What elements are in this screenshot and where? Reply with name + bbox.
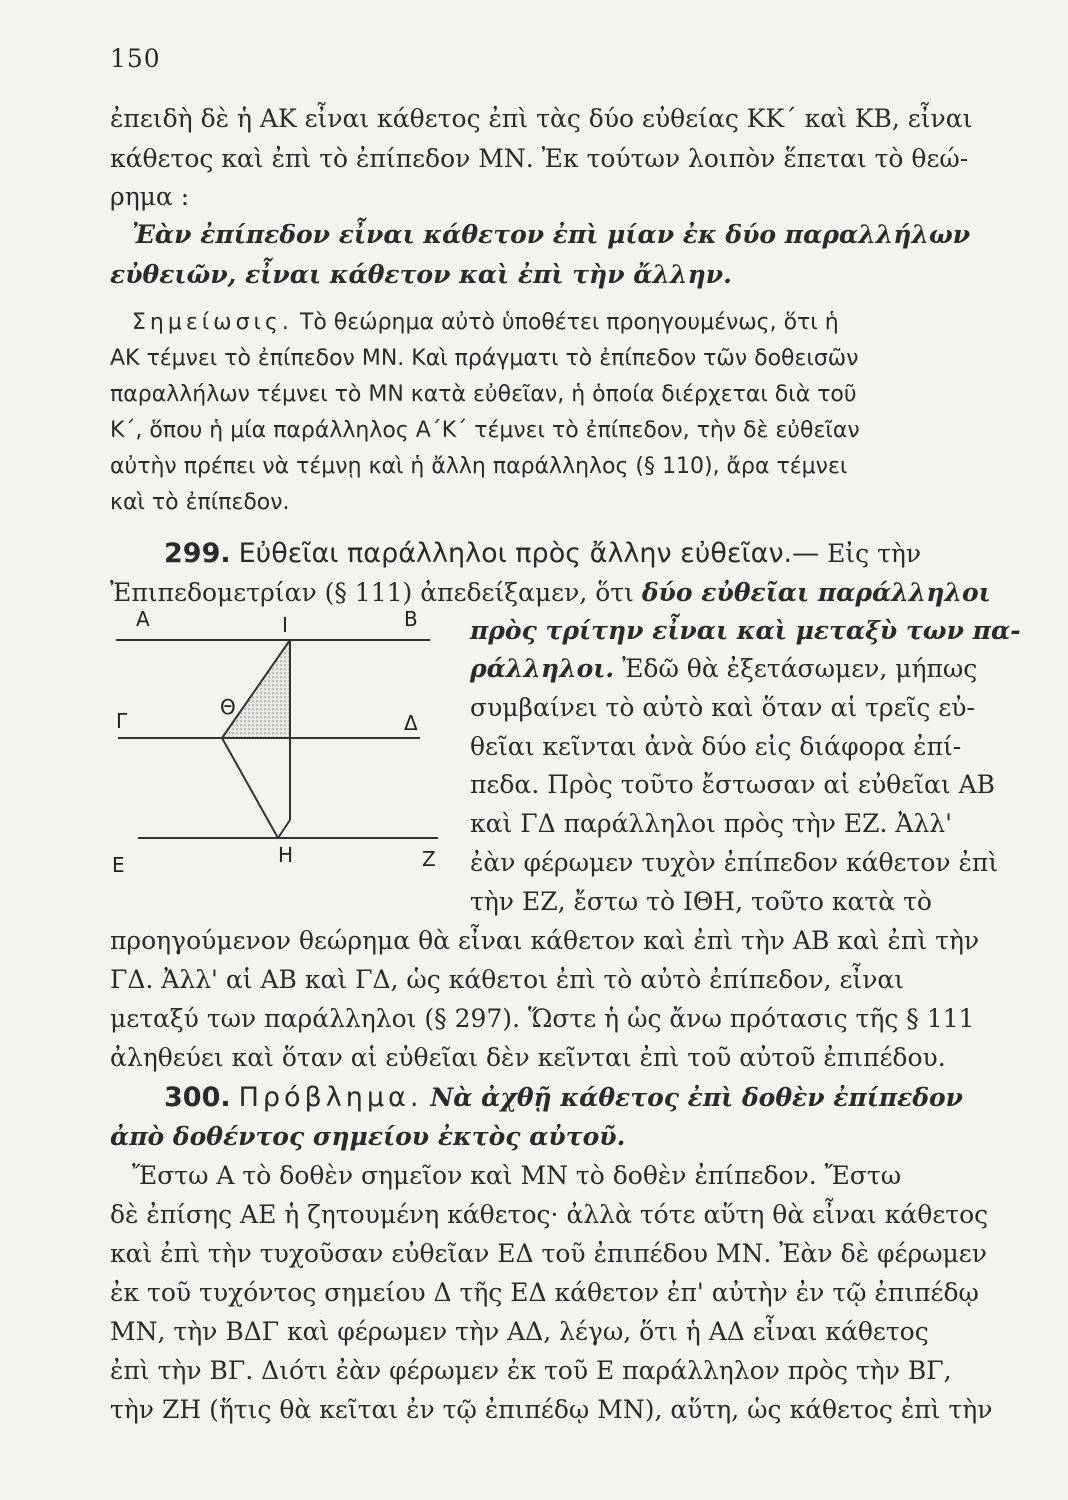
section-number: 299. — [164, 538, 231, 569]
text-span: Ἐπιπεδομετρίαν (§ 111) ἀπεδείξαμεν, ὅτι — [110, 578, 634, 607]
geometry-figure — [108, 600, 448, 885]
text-line: ἐπὶ τὴν ΒΓ. Διότι ἐὰν φέρωμεν ἐκ τοῦ Ε παράλληλον πρὸς τὴν ΒΓ, — [110, 1356, 952, 1385]
label-a: Α — [136, 607, 150, 631]
section-300-heading — [164, 1064, 964, 1113]
text-line: καὶ ἐπὶ τὴν τυχοῦσαν εὐθεῖαν ΕΔ τοῦ ἐπιπέδου ΜΝ. Ἐὰν δὲ φέρωμεν — [110, 1239, 987, 1268]
emphasis-span: δύο εὐθεῖαι παράλληλοι — [641, 578, 991, 607]
segment-h-edge — [278, 820, 290, 838]
label-b: Β — [404, 607, 418, 631]
text-line: μεταξύ των παράλληλοι (§ 297). Ὥστε ἡ ὡς ἄνω πρότασις τῆς § 111 — [110, 1004, 975, 1033]
text-line: δὲ ἐπίσης ΑΕ ἡ ζητουμένη κάθετος· ἀλλὰ τότε αὕτη θὰ εἶναι κάθετος — [110, 1200, 989, 1229]
text-line: κάθετος καὶ ἐπὶ τὸ ἐπίπεδον ΜΝ. Ἐκ τούτων λοιπὸν ἕπεται τὸ θεώ- — [110, 144, 969, 173]
text-line: ΓΔ. Ἀλλ' αἱ ΑΒ καὶ ΓΔ, ὡς κάθετοι ἐπὶ τὸ αὐτὸ ἐπίπεδον, εἶναι — [110, 965, 905, 994]
section-label: Πρόβλημα. — [238, 1082, 423, 1113]
label-g: Γ — [116, 709, 128, 733]
section-title-line: ἀπὸ δοθέντος σημείου ἐκτὸς αὐτοῦ. — [110, 1122, 626, 1151]
label-d: Δ — [404, 711, 418, 735]
text-line: ρημα : — [110, 182, 190, 211]
label-z: Ζ — [422, 847, 436, 871]
note-line: παραλλήλων τέμνει τὸ ΜΝ κατὰ εὐθεῖαν, ἡ ὁποία διέρχεται διὰ τοῦ — [110, 382, 857, 407]
emphasis-line: πρὸς τρίτην εἶναι καὶ μεταξὺ των πα- — [470, 616, 1021, 645]
text-line: θεῖαι κεῖνται ἀνὰ δύο εἰς διάφορα ἐπί- — [470, 732, 962, 761]
text-line: ἐὰν φέρωμεν τυχὸν ἐπίπεδον κάθετον ἐπὶ — [470, 848, 999, 877]
section-text: Εἰς τὴν — [827, 539, 922, 568]
note-line: ΑΚ τέμνει τὸ ἐπίπεδον ΜΝ. Καὶ πράγματι τὸ ἐπίπεδον τῶν δοθεισῶν — [110, 346, 859, 371]
section-299-heading — [164, 540, 921, 567]
theorem-line: εὐθειῶν, εἶναι κάθετον καὶ ἐπὶ τὴν ἄλλην. — [110, 260, 732, 289]
text-line — [470, 656, 977, 681]
emphasis-span: ράλληλοι. — [470, 654, 615, 683]
section-number: 300. — [164, 1082, 231, 1113]
text-line: ἀληθεύει καὶ ὅταν αἱ εὐθεῖαι δὲν κεῖνται ἐπὶ τοῦ αὐτοῦ ἐπιπέδου. — [110, 1043, 946, 1072]
text-line: πεδα. Πρὸς τοῦτο ἔστωσαν αἱ εὐθεῖαι ΑΒ — [470, 770, 996, 799]
theorem-line: Ἐὰν ἐπίπεδον εἶναι κάθετον ἐπὶ μίαν ἐκ δύο παραλλήλων — [132, 220, 971, 249]
section-title: Νὰ ἀχθῇ κάθετος ἐπὶ δοθὲν ἐπίπεδον — [430, 1083, 964, 1112]
text-line: ἐπειδὴ δὲ ἡ ΑΚ εἶναι κάθετος ἐπὶ τὰς δύο εὐθείας ΚΚ΄ καὶ ΚΒ, εἶναι — [110, 104, 973, 133]
text-line: καὶ ΓΔ παράλληλοι πρὸς τὴν ΕΖ. Ἀλλ' — [470, 809, 953, 838]
segment-theta-h — [222, 738, 278, 838]
note-line: καὶ τὸ ἐπίπεδον. — [110, 490, 290, 515]
text-line: τὴν ΕΖ, ἔστω τὸ ΙΘΗ, τοῦτο κατὰ τὸ — [470, 887, 932, 916]
label-theta: Θ — [220, 695, 236, 719]
label-e: Ε — [112, 853, 125, 877]
label-i: Ι — [282, 613, 288, 637]
text-line: ΜΝ, τὴν ΒΔΓ καὶ φέρωμεν τὴν ΑΔ, λέγω, ὅτι ἡ ΑΔ εἶναι κάθετος — [110, 1317, 929, 1346]
note-label: Σημείωσις. — [132, 310, 293, 335]
text-line: προηγούμενον θεώρημα θὰ εἶναι κάθετον καὶ ἐπὶ τὴν ΑΒ καὶ ἐπὶ τὴν — [110, 926, 980, 955]
note-text: Τὸ θεώρημα αὐτὸ ὑποθέτει προηγουμένως, ὅτι ἡ — [299, 310, 839, 335]
text-line: Ἔστω Α τὸ δοθὲν σημεῖον καὶ ΜΝ τὸ δοθὲν ἐπίπεδον. Ἔστω — [132, 1161, 902, 1190]
note-line: αὐτὴν πρέπει νὰ τέμνῃ καὶ ἡ ἄλλη παράλληλος (§ 110), ἄρα τέμνει — [110, 454, 848, 479]
label-h: Η — [278, 843, 294, 867]
text-line: συμβαίνει τὸ αὐτὸ καὶ ὅταν αἱ τρεῖς εὐ- — [470, 693, 975, 722]
note-line: Κ΄, ὅπου ἡ μία παράλληλος Α΄Κ΄ τέμνει τὸ ἐπίπεδον, τὴν δὲ εὐθεῖαν — [110, 418, 860, 443]
text-line: τὴν ΖΗ (ἥτις θὰ κεῖται ἐν τῷ ἐπιπέδῳ ΜΝ), αὕτη, ὡς κάθετος ἐπὶ τὴν — [110, 1395, 993, 1424]
page-number: 150 — [110, 44, 161, 73]
text-line: ἐκ τοῦ τυχόντος σημείου Δ τῆς ΕΔ κάθετον ἐπ' αὐτὴν ἐν τῷ ἐπιπέδῳ — [110, 1278, 979, 1307]
note-line — [132, 312, 839, 334]
text-span: Ἐδῶ θὰ ἐξετάσωμεν, μήπως — [622, 654, 978, 683]
section-title: Εὐθεῖαι παράλληλοι πρὸς ἄλλην εὐθεῖαν.— — [238, 538, 820, 569]
